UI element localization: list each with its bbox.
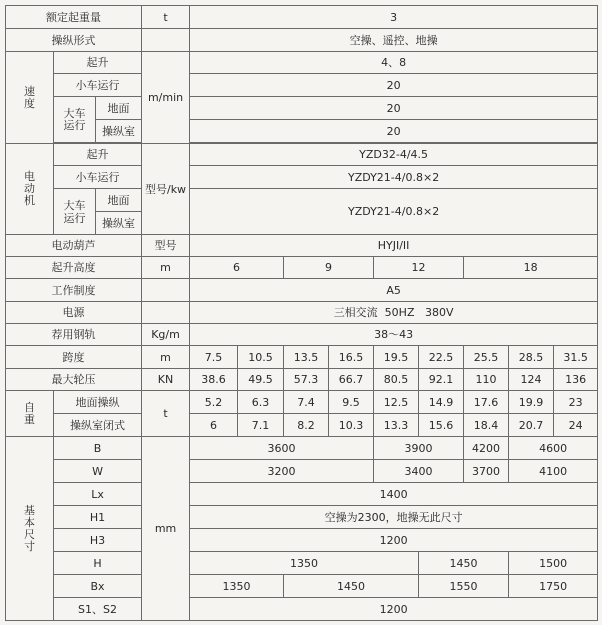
table-row	[6, 144, 598, 166]
span-value: 10.5	[238, 346, 284, 369]
dimensions-unit: mm	[142, 437, 190, 621]
speed-trolley-label: 小车运行	[54, 74, 142, 97]
motor-unit: 型号/kw	[142, 144, 190, 235]
table-row	[6, 97, 598, 120]
lift-height-value: 9	[284, 257, 374, 279]
table-row	[6, 235, 598, 257]
wheel-load-value: 66.7	[329, 369, 374, 391]
self-weight-value: 14.9	[419, 391, 464, 414]
self-weight-value: 13.3	[374, 414, 419, 437]
motor-crane-ground-label: 地面	[96, 189, 142, 212]
dim-Bx-value: 1350	[190, 575, 284, 598]
self-weight-value: 18.4	[464, 414, 509, 437]
table-row	[6, 506, 598, 529]
lift-height-label: 起升高度	[6, 257, 142, 279]
motor-crane-cab-label: 操纵室	[96, 212, 142, 235]
table-row	[6, 598, 598, 621]
dim-H3-value: 1200	[190, 529, 598, 552]
duty-value: A5	[190, 279, 598, 302]
speed-crane-ground-value: 20	[190, 97, 598, 120]
rated-load-value: 3	[190, 6, 598, 29]
dim-Bx-value: 1550	[419, 575, 509, 598]
table-row	[6, 575, 598, 598]
rail-unit: Kg/m	[142, 324, 190, 346]
span-unit: m	[142, 346, 190, 369]
dim-W-value: 3200	[190, 460, 374, 483]
self-weight-value: 24	[554, 414, 598, 437]
table-row	[6, 257, 598, 279]
dim-Bx-value: 1750	[509, 575, 598, 598]
dim-Lx-value: 1400	[190, 483, 598, 506]
motor-crane-label: 大车运行	[54, 189, 96, 235]
dim-Bx-label: Bx	[54, 575, 142, 598]
dim-W-label: W	[54, 460, 142, 483]
dim-W-value: 3400	[374, 460, 464, 483]
table-row	[6, 279, 598, 302]
span-value: 22.5	[419, 346, 464, 369]
table-row	[6, 529, 598, 552]
wheel-load-unit: KN	[142, 369, 190, 391]
power-value: 三相交流 50HZ 380V	[190, 302, 598, 324]
table-row	[6, 189, 598, 212]
speed-crane-ground-label: 地面	[96, 97, 142, 120]
self-weight-value: 10.3	[329, 414, 374, 437]
power-label: 电源	[6, 302, 142, 324]
wheel-load-label: 最大轮压	[6, 369, 142, 391]
table-row	[6, 552, 598, 575]
table-row	[6, 302, 598, 324]
dim-Bx-value: 1450	[284, 575, 419, 598]
lift-height-unit: m	[142, 257, 190, 279]
dim-Lx-label: Lx	[54, 483, 142, 506]
span-value: 7.5	[190, 346, 238, 369]
operation-unit	[142, 29, 190, 52]
span-value: 28.5	[509, 346, 554, 369]
self-weight-value: 17.6	[464, 391, 509, 414]
lift-height-value: 12	[374, 257, 464, 279]
operation-value: 空操、遥控、地操	[190, 29, 598, 52]
self-weight-value: 19.9	[509, 391, 554, 414]
self-weight-value: 7.4	[284, 391, 329, 414]
rated-load-label: 额定起重量	[6, 6, 142, 29]
duty-unit	[142, 279, 190, 302]
speed-crane-label: 大车运行	[54, 97, 96, 143]
lift-height-value: 6	[190, 257, 284, 279]
self-weight-value: 12.5	[374, 391, 419, 414]
dim-B-value: 4200	[464, 437, 509, 460]
wheel-load-value: 124	[509, 369, 554, 391]
speed-trolley-value: 20	[190, 74, 598, 97]
speed-group-label: 速度	[6, 52, 54, 144]
self-weight-value: 8.2	[284, 414, 329, 437]
span-value: 19.5	[374, 346, 419, 369]
speed-crane-cab-value: 20	[190, 120, 598, 143]
rated-load-unit: t	[142, 6, 190, 29]
dim-H-value: 1500	[509, 552, 598, 575]
wheel-load-value: 136	[554, 369, 598, 391]
table-row	[6, 324, 598, 346]
dim-H1-label: H1	[54, 506, 142, 529]
table-row	[6, 74, 598, 97]
motor-lifting-label: 起升	[54, 144, 142, 166]
wheel-load-value: 110	[464, 369, 509, 391]
speed-lifting-value: 4、8	[190, 52, 598, 74]
wheel-load-value: 38.6	[190, 369, 238, 391]
table-row	[6, 6, 598, 29]
self-weight-value: 9.5	[329, 391, 374, 414]
operation-label: 操纵形式	[6, 29, 142, 52]
self-weight-value: 23	[554, 391, 598, 414]
rail-value: 38～43	[190, 324, 598, 346]
table-row	[6, 52, 598, 74]
hoist-value: HYJI/II	[190, 235, 598, 257]
power-unit	[142, 302, 190, 324]
dim-H3-label: H3	[54, 529, 142, 552]
spec-table	[5, 5, 598, 621]
dim-B-label: B	[54, 437, 142, 460]
motor-crane-value: YZDY21-4/0.8×2	[190, 189, 598, 235]
lift-height-value: 18	[464, 257, 598, 279]
table-row	[6, 346, 598, 369]
wheel-load-value: 57.3	[284, 369, 329, 391]
table-row	[6, 437, 598, 460]
hoist-label: 电动葫芦	[6, 235, 142, 257]
speed-unit: m/min	[142, 52, 190, 144]
self-weight-value: 6.3	[238, 391, 284, 414]
dim-W-value: 3700	[464, 460, 509, 483]
table-row	[6, 391, 598, 414]
dim-W-value: 4100	[509, 460, 598, 483]
dim-H-value: 1450	[419, 552, 509, 575]
dim-H-label: H	[54, 552, 142, 575]
self-weight-unit: t	[142, 391, 190, 437]
self-weight-value: 20.7	[509, 414, 554, 437]
wheel-load-value: 92.1	[419, 369, 464, 391]
self-weight-value: 15.6	[419, 414, 464, 437]
self-weight-value: 7.1	[238, 414, 284, 437]
span-label: 跨度	[6, 346, 142, 369]
self-weight-value: 6	[190, 414, 238, 437]
table-row	[6, 460, 598, 483]
dim-S-label: S1、S2	[54, 598, 142, 621]
self-weight-cab-label: 操纵室闭式	[54, 414, 142, 437]
motor-trolley-value: YZDY21-4/0.8×2	[190, 166, 598, 189]
span-value: 31.5	[554, 346, 598, 369]
span-value: 25.5	[464, 346, 509, 369]
speed-crane-cab-label: 操纵室	[96, 120, 142, 143]
span-value: 13.5	[284, 346, 329, 369]
dimensions-group-label: 基本尺寸	[6, 437, 54, 621]
dim-B-value: 4600	[509, 437, 598, 460]
speed-lifting-label: 起升	[54, 52, 142, 74]
table-row	[6, 369, 598, 391]
wheel-load-value: 80.5	[374, 369, 419, 391]
wheel-load-value: 49.5	[238, 369, 284, 391]
motor-group-label: 电动机	[6, 144, 54, 235]
self-weight-ground-label: 地面操纵	[54, 391, 142, 414]
dim-S-value: 1200	[190, 598, 598, 621]
self-weight-group-label: 自重	[6, 391, 54, 437]
table-row	[6, 414, 598, 437]
rail-label: 荐用钢轨	[6, 324, 142, 346]
table-row	[6, 29, 598, 52]
duty-label: 工作制度	[6, 279, 142, 302]
dim-B-value: 3900	[374, 437, 464, 460]
motor-trolley-label: 小车运行	[54, 166, 142, 189]
dim-H1-value: 空操为2300，地操无此尺寸	[190, 506, 598, 529]
span-value: 16.5	[329, 346, 374, 369]
table-row	[6, 166, 598, 189]
dim-B-value: 3600	[190, 437, 374, 460]
self-weight-value: 5.2	[190, 391, 238, 414]
hoist-unit: 型号	[142, 235, 190, 257]
table-row	[6, 483, 598, 506]
dim-H-value: 1350	[190, 552, 419, 575]
motor-lifting-value: YZD32-4/4.5	[190, 144, 598, 166]
